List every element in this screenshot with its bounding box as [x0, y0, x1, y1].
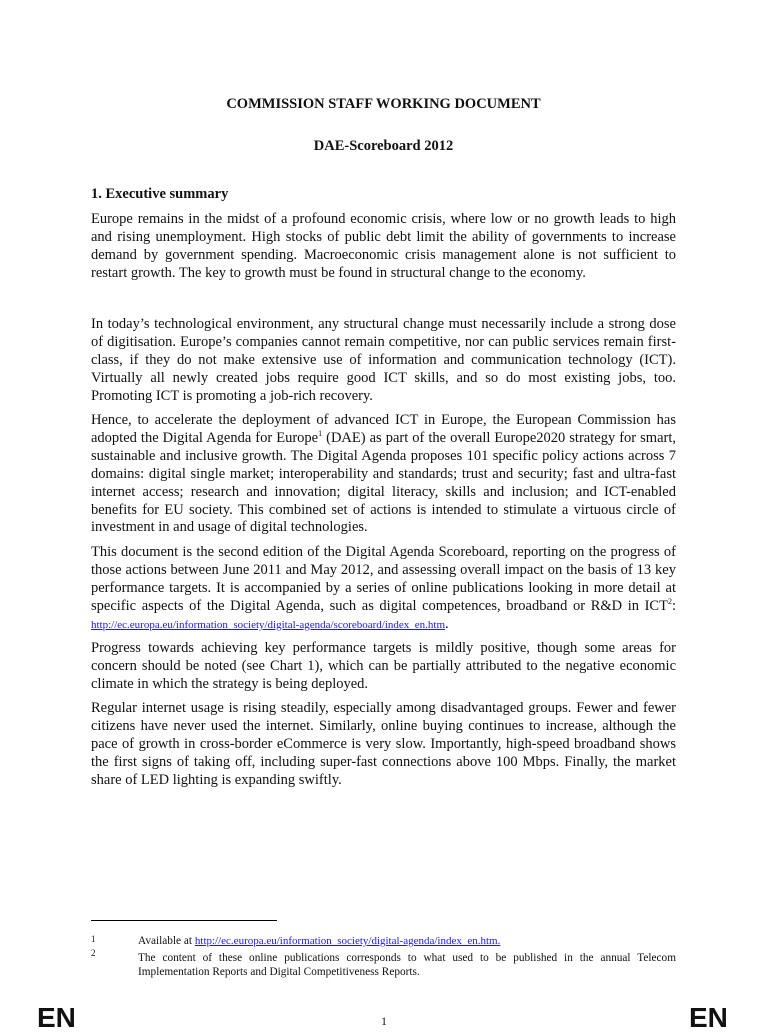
language-marker-right: EN	[689, 1002, 728, 1033]
paragraph-4-end: .	[445, 615, 449, 632]
footnote-separator	[91, 920, 277, 921]
language-marker-left: EN	[37, 1002, 76, 1033]
footnote-ref-1[interactable]: 1	[318, 429, 323, 439]
footnote-ref-2[interactable]: 2	[667, 596, 672, 606]
paragraph-5: Progress towards achieving key performance targets is mildly positive, though some areas for concern should be noted (see Chart 1), which can be partially attributed to the negative economic climate in which the strategy is being deployed.	[91, 640, 676, 692]
paragraph-3	[91, 412, 676, 537]
document-title: COMMISSION STAFF WORKING DOCUMENT	[226, 96, 541, 112]
footnote-2: The content of these online publications corresponds to what used to be published in the annual Telecom Implementation Reports and Digital Competitiveness Reports.	[138, 952, 676, 978]
section-title: 1. Executive summary	[91, 186, 229, 202]
paragraph-2: In today’s technological environment, any structural change must necessarily include a strong dose of digitisation. Europe’s companies cannot remain competitive, nor can public services remain first-class, if they do not make extensive use of information and communication technology (ICT). Virtually all newly created jobs require good ICT skills, and so do most existing jobs, too. Promoting ICT is promoting a job-rich recovery.	[91, 316, 676, 404]
paragraph-4-colon: :	[671, 597, 676, 614]
footnote-2-number: 2	[91, 948, 96, 958]
footnote-1-prefix: Available at	[138, 935, 195, 947]
paragraph-3-text-a: Hence, to accelerate the deployment of advanced ICT in Europe, the European Commission has adopted the Digital Agenda for Europe	[91, 412, 676, 446]
scoreboard-link[interactable]: http://ec.europa.eu/information_society/digital-agenda/scoreboard/index_en.htm	[91, 618, 446, 631]
document-subtitle: DAE-Scoreboard 2012	[313, 138, 454, 154]
paragraph-6: Regular internet usage is rising steadily, especially among disadvantaged groups. Fewer and fewer citizens have never used the internet. Similarly, online buying continues to increase, although the pace of growth in cross-border eCommerce is very slow. Importantly, high-speed broadband shows the first signs of taking off, including super-fast connections above 100 Mbps. Finally, the market share of LED lighting is expanding swiftly.	[91, 700, 676, 788]
footnote-1-number: 1	[91, 934, 96, 944]
page-number: 1	[381, 1014, 387, 1028]
footnote-1	[138, 934, 676, 948]
digital-agenda-link[interactable]: http://ec.europa.eu/information_society/digital-agenda/index_en.htm.	[194, 935, 501, 947]
paragraph-1: Europe remains in the midst of a profound economic crisis, where low or no growth leads to high and rising unemployment. High stocks of public debt limit the ability of governments to increase demand by government spending. Macroeconomic crisis management alone is not sufficient to restart growth. The key to growth must be found in structural change to the economy.	[91, 211, 676, 281]
paragraph-4	[91, 544, 676, 635]
paragraph-3-text-b: (DAE) as part of the overall Europe2020 strategy for smart, sustainable and inclusive growth. The Digital Agenda proposes 101 specific policy actions across 7 domains: digital single market; interoperability and standards; trust and security; fast and ultra-fast internet access; research and innovation; digital literacy, skills and inclusion; and ICT-enabled benefits for EU society. This combined set of actions is intended to stimulate a virtuous circle of investment in and usage of digital technologies.	[91, 429, 676, 536]
paragraph-4-text: This document is the second edition of the Digital Agenda Scoreboard, reporting on the progress of those actions between June 2011 and May 2012, and assessing overall impact on the basis of 13 key performance targets. It is accompanied by a series of online publications looking in more detail at specific aspects of the Digital Agenda, such as digital competences, broadband or R&D in ICT	[91, 544, 676, 614]
